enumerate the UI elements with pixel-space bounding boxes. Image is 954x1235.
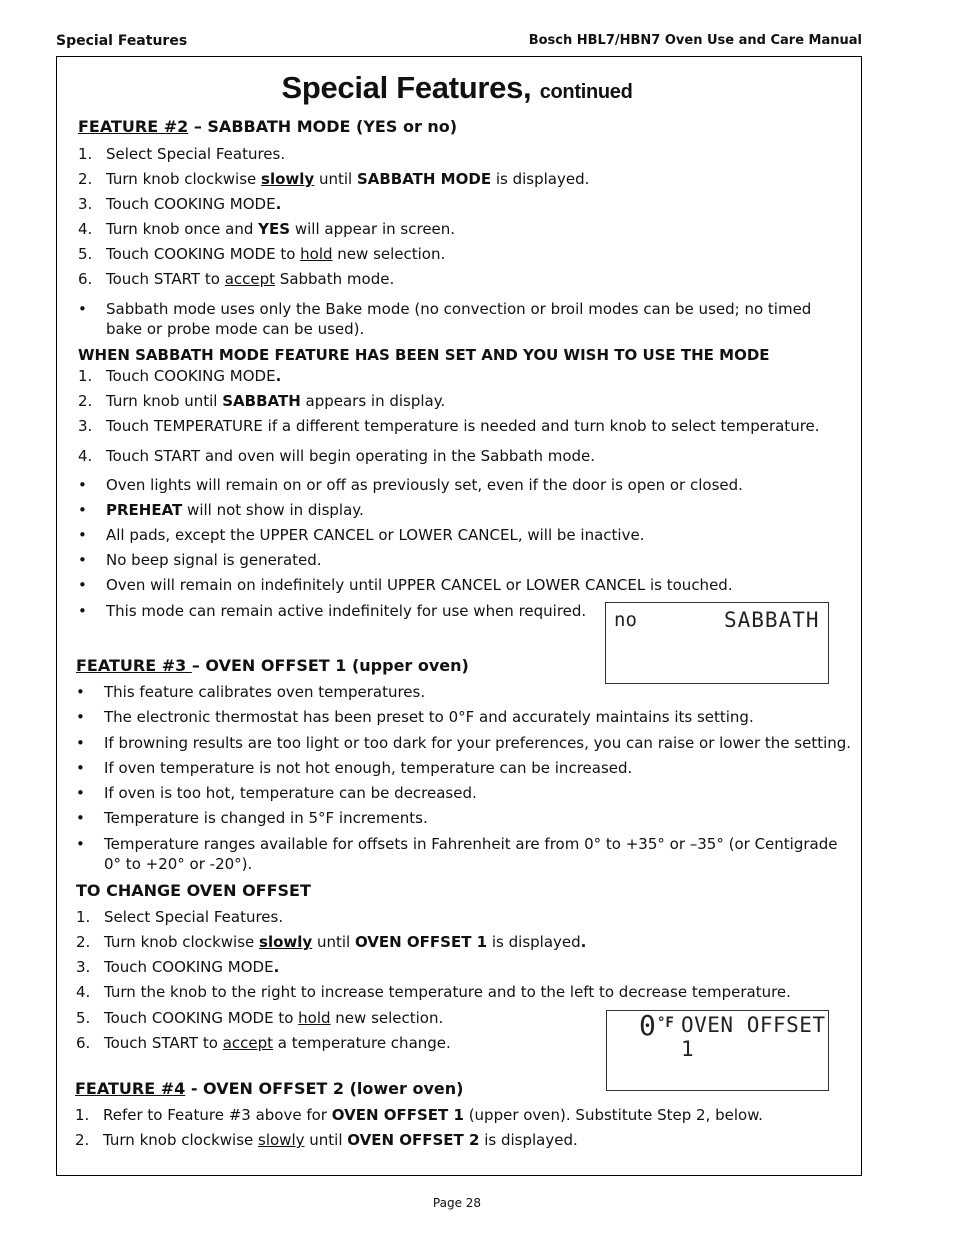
- feature-2-heading: FEATURE #2 – SABBATH MODE (YES or no): [78, 117, 458, 136]
- change-offset-heading: TO CHANGE OVEN OFFSET: [76, 881, 311, 900]
- oven-offset-display-illustration: [606, 1010, 829, 1091]
- feature-3-link[interactable]: FEATURE #3: [76, 656, 192, 675]
- feature-2-link[interactable]: FEATURE #2: [78, 117, 189, 136]
- display-offset-label: OVEN OFFSET 1: [681, 1013, 826, 1061]
- display-degree-unit: °F: [657, 1015, 674, 1031]
- bullet-note: • Sabbath mode uses only the Bake mode (no convection or broil modes can be used; no timed bake or probe mode can be used).: [78, 300, 812, 338]
- display-no-text: no: [614, 609, 637, 631]
- running-header-section: Special Features: [56, 33, 188, 49]
- feature-3-heading: FEATURE #3 – OVEN OFFSET 1 (upper oven): [76, 656, 469, 675]
- display-sabbath-text: SABBATH: [724, 608, 820, 632]
- feature-4-link[interactable]: FEATURE #4: [75, 1079, 186, 1098]
- page-number: Page 28: [432, 1196, 482, 1210]
- sabbath-display-illustration: [605, 602, 829, 684]
- bullet-item: • Temperature ranges available for offsets in Fahrenheit are from 0° to +35° or –35° (or Centigrade 0° to +20° or -20°).: [76, 835, 838, 873]
- running-header-manual-title: Bosch HBL7/HBN7 Oven Use and Care Manual: [528, 33, 862, 48]
- feature-4-heading: FEATURE #4 - OVEN OFFSET 2 (lower oven): [75, 1079, 464, 1098]
- display-offset-value: 0: [639, 1009, 656, 1042]
- page-title: Special Features, continued: [281, 70, 633, 105]
- use-mode-heading: WHEN SABBATH MODE FEATURE HAS BEEN SET AND YOU WISH TO USE THE MODE: [78, 346, 770, 364]
